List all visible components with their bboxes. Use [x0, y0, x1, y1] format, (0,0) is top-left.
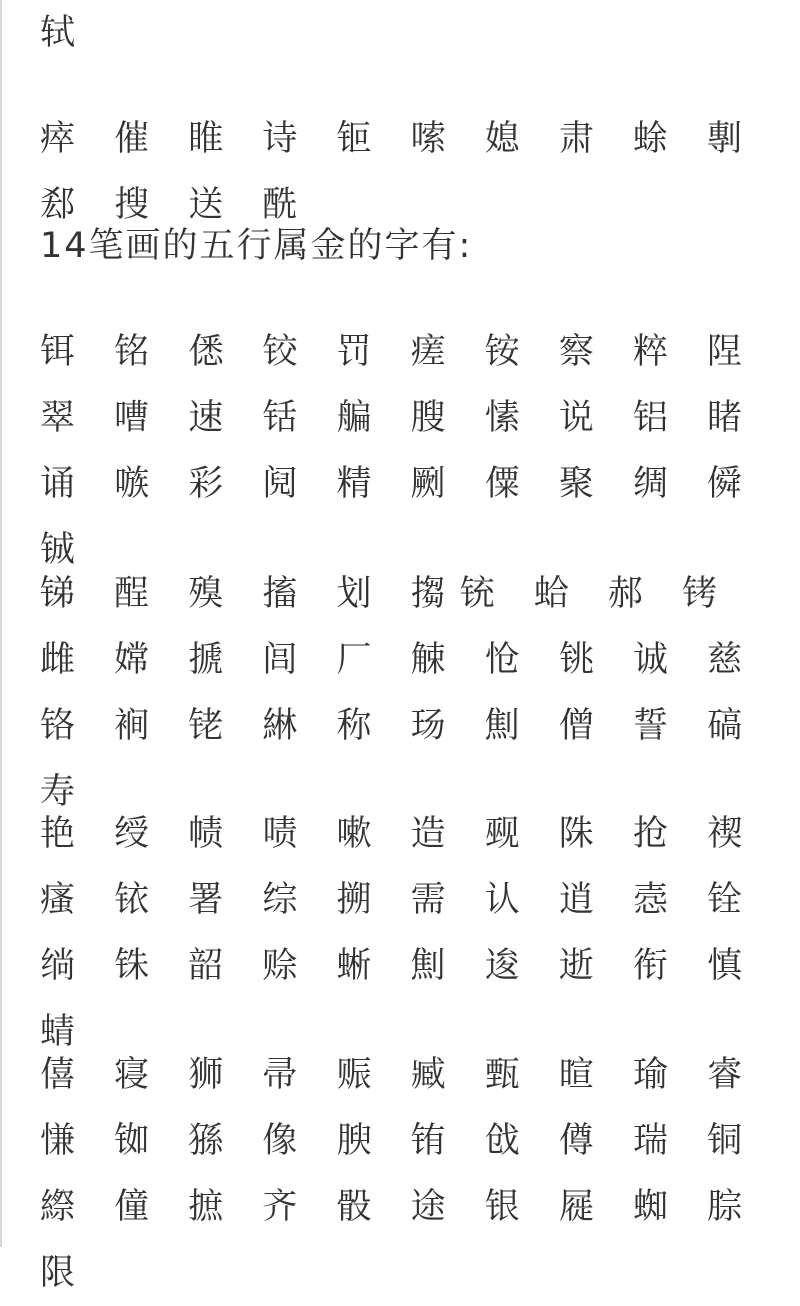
character-list-14-strokes-1: 铒 铭 僁 铰 罚 瘥 铵 察 粹 陧 翠 嘈 速 铦 艑 膄 愫 说 铝 睹 诵 嗾 彩 阋 精 劂 僳 聚 绸 僢 铖: [40, 332, 757, 570]
character-list-14-strokes-2: 锑 酲 殠 搐 划 搊铳 蛤 郝 铐 雌 嫦 搋 闾 厂 觫 怆 铫 诚 慈 铬 裥 铑 綝 称 玚 劁 僧 誓 碻 寿: [40, 574, 757, 812]
character-list-fragment: 轼: [40, 13, 90, 53]
character-list-14-strokes-3: 艳 绶 帻 啧 嗽 造 觋 陎 抢 禊 瘙 铱 署 综 搠 需 认 逍 悫 铨 绱 铢 韶 赊 蜥 劁 逡 逝 衔 慎 蜻: [40, 814, 757, 1052]
character-list-13-strokes-end: 瘁 催 睢 诗 钷 嗦 媳 肃 蜍 剸 郄 搜 送 酰: [40, 119, 757, 225]
section-heading-14-strokes-metal: 14笔画的五行属金的字有:: [40, 226, 473, 266]
left-border-rule: [0, 0, 2, 1247]
character-list-14-strokes-4: 僖 寝 狮 帚 赈 臧 甄 暄 瑜 睿 慊 铷 猻 像 腴 铕 戗 僔 瑞 铜 縩 僮 摭 齐 骰 途 银 屣 蜘 腙 限: [40, 1055, 757, 1293]
